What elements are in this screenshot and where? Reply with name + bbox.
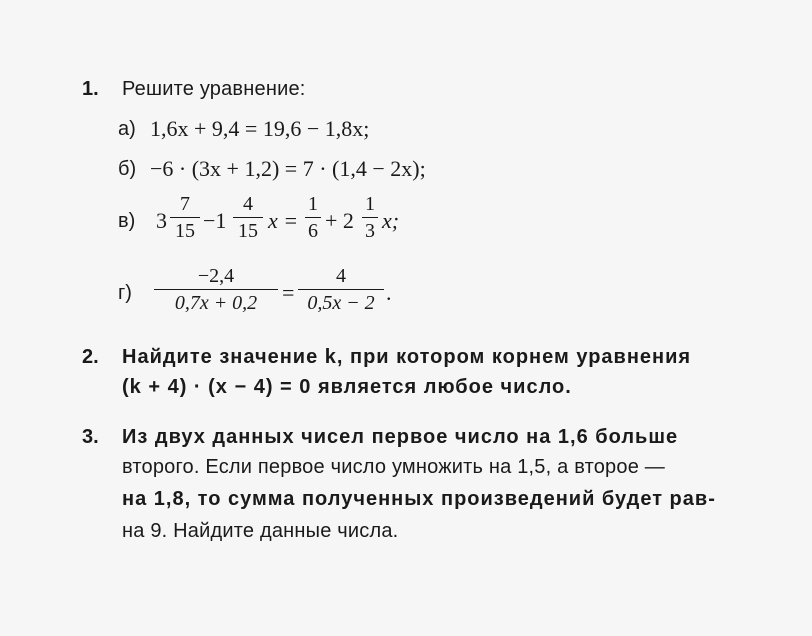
part-g-equals: = bbox=[282, 280, 295, 305]
fraction-bar bbox=[305, 217, 321, 218]
part-a-equation: 1,6x + 9,4 = 19,6 − 1,8x; bbox=[150, 116, 370, 141]
fraction-numerator: 4 bbox=[243, 193, 253, 215]
part-v-whole-2: −1 bbox=[203, 208, 227, 233]
part-v-fraction-4 bbox=[362, 192, 378, 243]
problem-3-line-4: на 9. Найдите данные числа. bbox=[122, 520, 399, 542]
problem-3-number: 3. bbox=[82, 426, 99, 448]
fraction-numerator: 1 bbox=[365, 193, 375, 215]
fraction-denominator: 0,7x + 0,2 bbox=[174, 292, 258, 314]
part-g-fraction-left bbox=[154, 264, 278, 315]
part-v-whole-3: + 2 bbox=[325, 208, 354, 233]
part-v-whole-1: 3 bbox=[156, 208, 167, 233]
fraction-denominator: 15 bbox=[175, 220, 195, 242]
fraction-numerator: 7 bbox=[180, 193, 190, 215]
part-g-end: . bbox=[386, 280, 392, 305]
part-v-variable-eq: x = bbox=[268, 208, 299, 233]
part-a-label: а) bbox=[118, 118, 136, 140]
fraction-bar bbox=[362, 217, 378, 218]
part-v-label: в) bbox=[118, 210, 136, 232]
part-g-fraction-right bbox=[298, 264, 384, 315]
part-v-end: x; bbox=[382, 208, 400, 233]
part-v-fraction-1 bbox=[170, 192, 200, 243]
part-g-label: г) bbox=[118, 282, 132, 304]
fraction-bar bbox=[154, 289, 278, 290]
part-v-fraction-3 bbox=[305, 192, 321, 243]
part-b-equation: −6 · (3x + 1,2) = 7 · (1,4 − 2x); bbox=[150, 156, 426, 181]
fraction-numerator: −2,4 bbox=[197, 265, 235, 287]
fraction-denominator: 15 bbox=[238, 220, 258, 242]
fraction-denominator: 3 bbox=[365, 220, 375, 242]
part-v-fraction-2 bbox=[233, 192, 263, 243]
fraction-bar bbox=[170, 217, 200, 218]
fraction-numerator: 4 bbox=[336, 265, 346, 287]
fraction-bar bbox=[298, 289, 384, 290]
problem-3-line-3: на 1,8, то сумма полученных произведений будет рав- bbox=[122, 488, 716, 510]
problem-1-title: Решите уравнение: bbox=[122, 78, 306, 100]
fraction-bar bbox=[233, 217, 263, 218]
problem-2-line-1: Найдите значение k, при котором корнем уравнения bbox=[122, 346, 692, 368]
fraction-denominator: 0,5x − 2 bbox=[307, 292, 375, 314]
fraction-numerator: 1 bbox=[308, 193, 318, 215]
problem-3-line-1: Из двух данных чисел первое число на 1,6 больше bbox=[122, 426, 679, 448]
problem-3-line-2: второго. Если первое число умножить на 1,5, а второе — bbox=[122, 456, 665, 478]
problem-1-number: 1. bbox=[82, 78, 99, 100]
part-b-label: б) bbox=[118, 158, 137, 180]
problem-2-number: 2. bbox=[82, 346, 99, 368]
problem-2-line-2: (k + 4) · (x − 4) = 0 является любое число. bbox=[122, 376, 572, 398]
fraction-denominator: 6 bbox=[308, 220, 318, 242]
